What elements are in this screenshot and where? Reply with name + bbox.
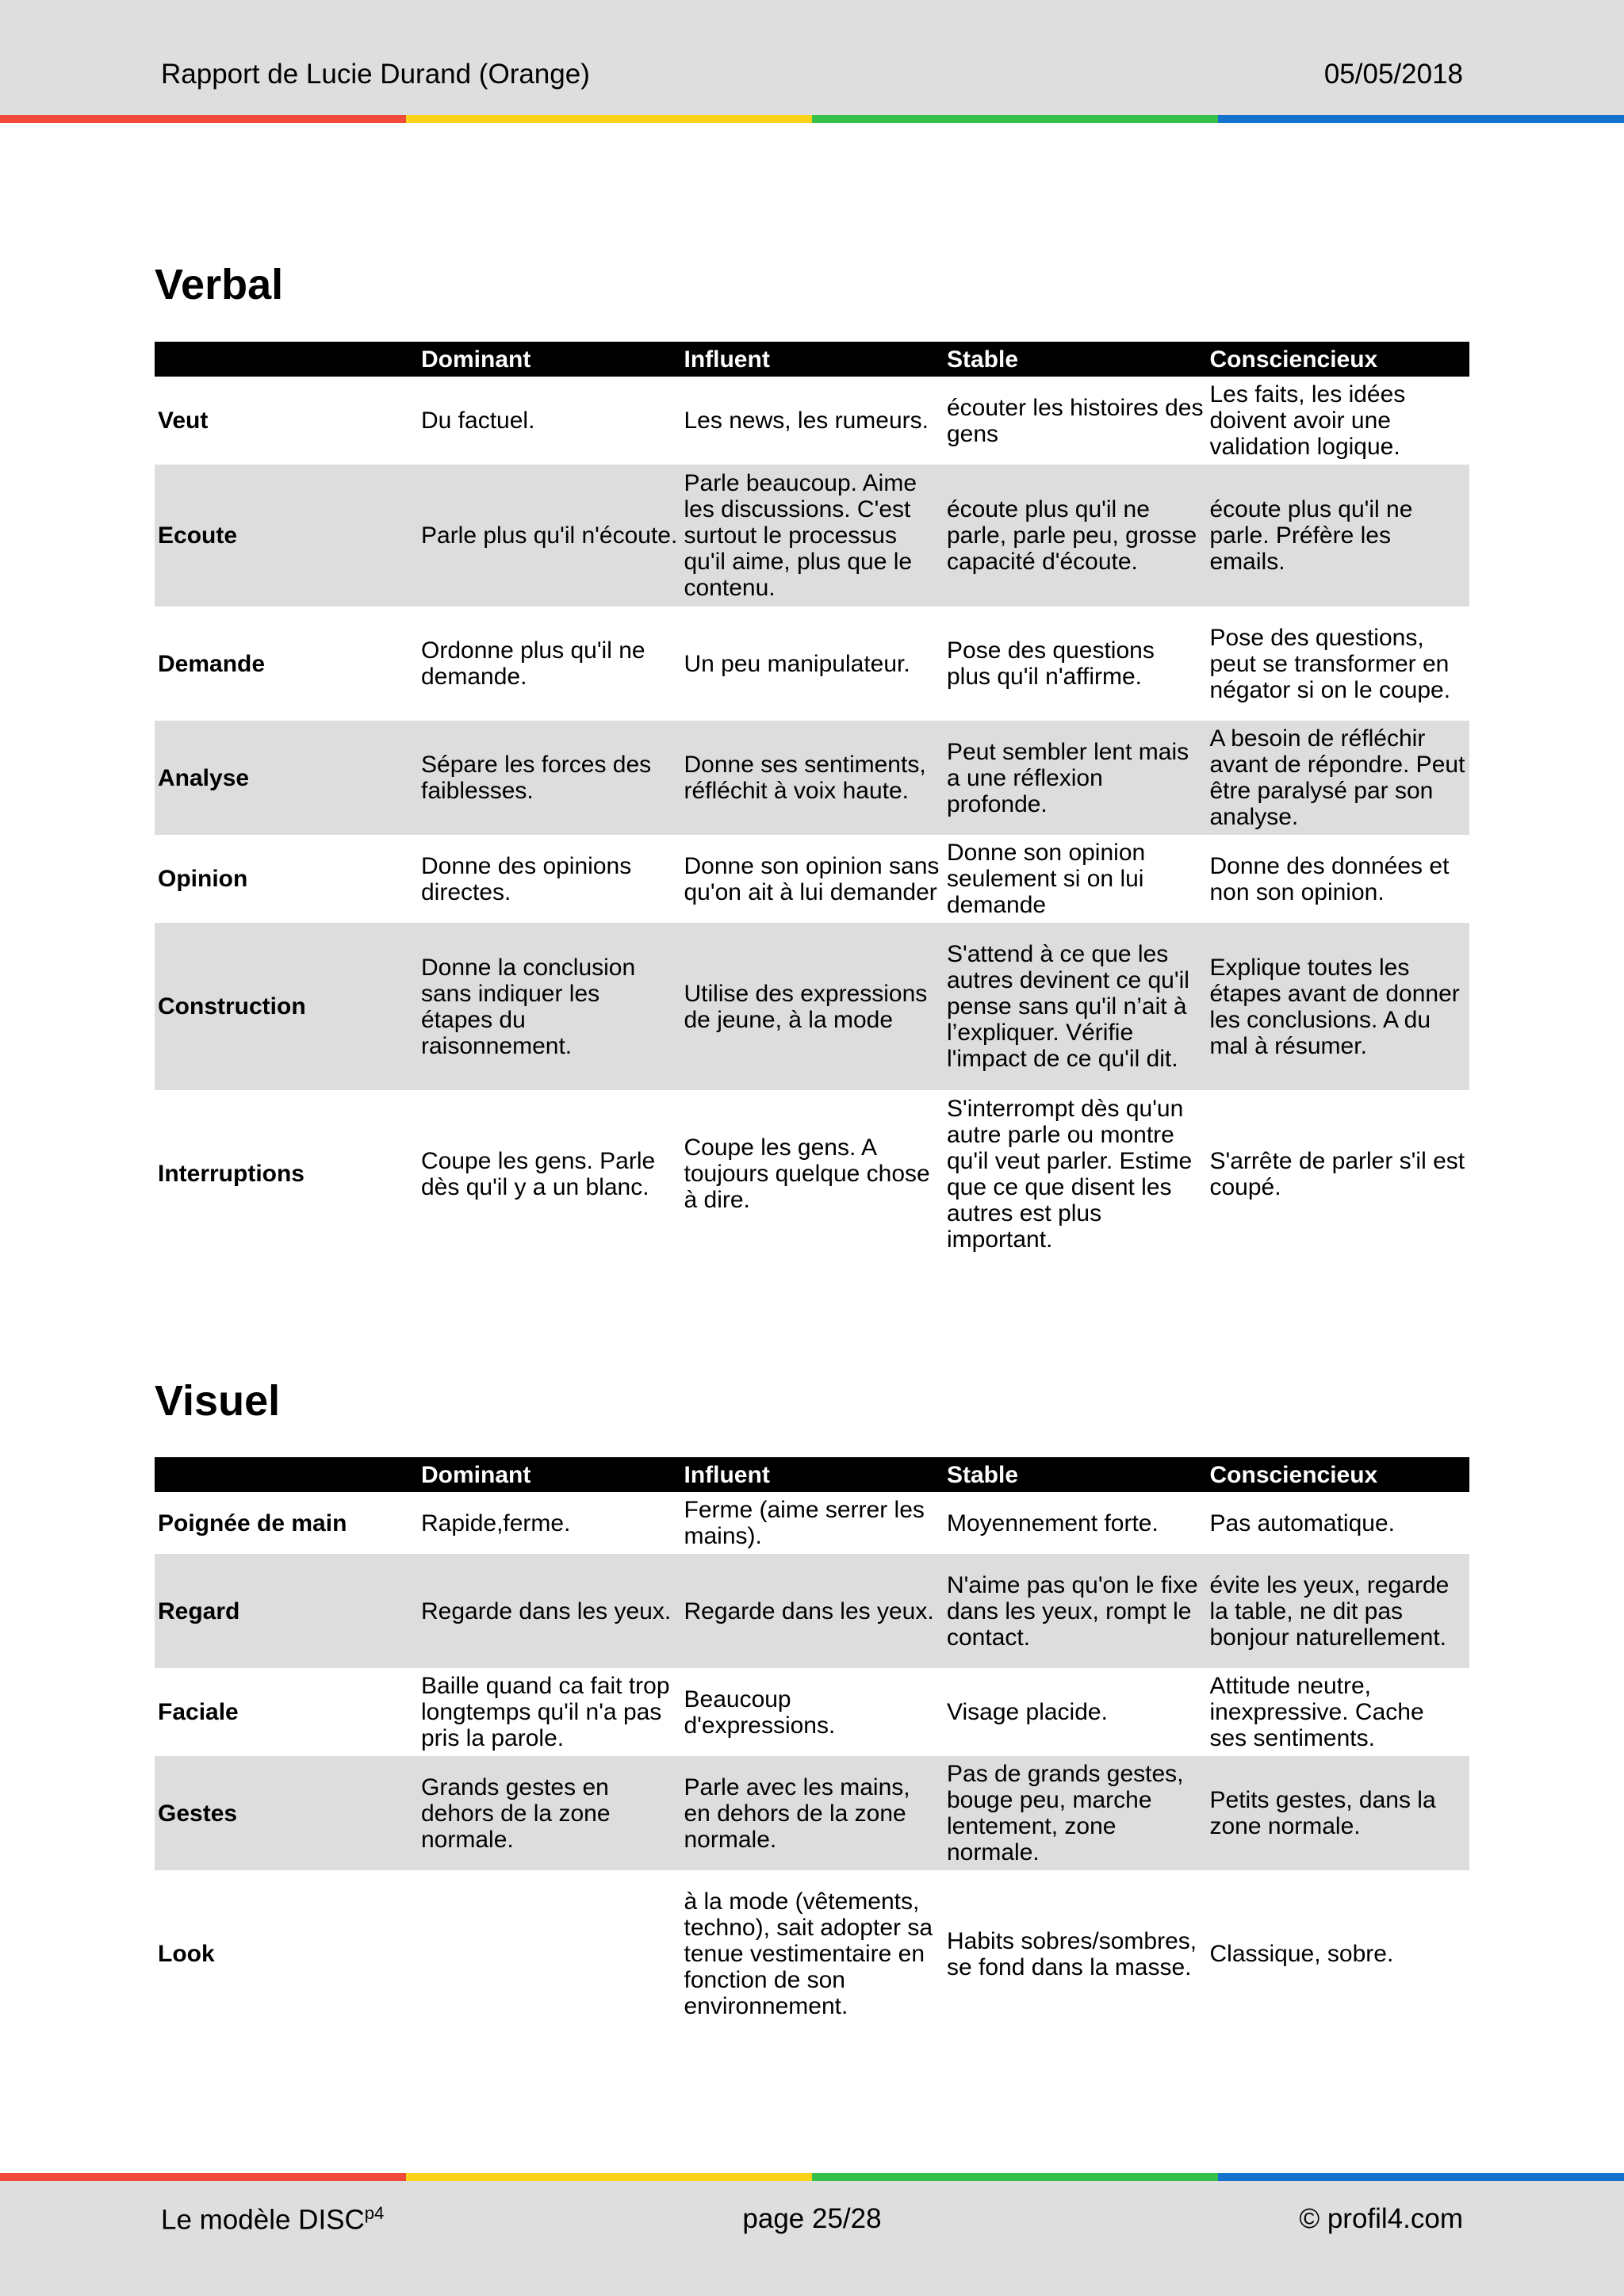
table-cell: Les news, les rumeurs. <box>684 408 929 434</box>
column-header-stable: Stable <box>944 1457 1207 1492</box>
table-cell: Explique toutes les étapes avant de donner les conclusions. A du mal à résumer. <box>1207 923 1470 1090</box>
column-header <box>155 342 418 377</box>
table-cell: Moyennement forte. <box>947 1510 1159 1536</box>
color-stripe-bottom <box>0 2173 1624 2181</box>
footer-model-superscript: p4 <box>364 2203 385 2223</box>
table-cell: Ordonne plus qu'il ne demande. <box>421 637 645 690</box>
column-header-stable: Stable <box>944 342 1207 377</box>
row-label: Look <box>158 1941 215 1967</box>
table-cell: Parle plus qu'il n'écoute. <box>418 465 681 607</box>
row-label: Regard <box>155 1554 418 1668</box>
table-cell: Coupe les gens. Parle dès qu'il y a un blanc. <box>421 1147 656 1200</box>
table-cell: S'arrête de parler s'il est coupé. <box>1209 1147 1465 1200</box>
report-title: Rapport de Lucie Durand (Orange) <box>161 59 590 90</box>
visuel-table <box>155 1457 1469 2038</box>
table-cell: Utilise des expressions de jeune, à la mode <box>681 923 944 1090</box>
table-cell: Parle beaucoup. Aime les discussions. C'est surtout le processus qu'il aime, plus que le contenu. <box>681 465 944 607</box>
row-label: Faciale <box>158 1699 239 1725</box>
table-cell: Grands gestes en dehors de la zone normale. <box>418 1756 681 1870</box>
table-row <box>155 607 1469 721</box>
table-row <box>155 1090 1469 1257</box>
table-cell: S'attend à ce que les autres devinent ce qu'il pense sans qu'il n’ait à l’expliquer. Vérifie l'impact de ce qu'il dit. <box>944 923 1207 1090</box>
table-row <box>155 1492 1469 1554</box>
row-label: Veut <box>158 408 209 434</box>
table-row <box>155 1668 1469 1756</box>
table-cell: Donne son opinion seulement si on lui demande <box>947 840 1146 918</box>
section-title-visuel: Visuel <box>155 1377 281 1425</box>
footer-copyright: © profil4.com <box>1299 2203 1463 2234</box>
table-cell: S'interrompt dès qu'un autre parle ou montre qu'il veut parler. Estime que ce que disent les autres est plus important. <box>947 1095 1193 1253</box>
column-header-consciencieux: Consciencieux <box>1207 1457 1470 1492</box>
table-cell: Rapide,ferme. <box>421 1510 571 1536</box>
row-label: Interruptions <box>158 1161 304 1187</box>
table-row <box>155 1870 1469 2038</box>
table-cell: Du factuel. <box>421 408 535 434</box>
table-cell <box>418 1870 681 2038</box>
table-cell: Donne ses sentiments, réfléchit à voix haute. <box>681 721 944 835</box>
table-cell: Donne la conclusion sans indiquer les étapes du raisonnement. <box>418 923 681 1090</box>
table-cell: A besoin de réfléchir avant de répondre. Peut être paralysé par son analyse. <box>1207 721 1470 835</box>
table-header-row <box>155 342 1469 377</box>
report-date: 05/05/2018 <box>1323 59 1463 90</box>
page-footer <box>0 2181 1624 2296</box>
table-cell: Attitude neutre, inexpressive. Cache ses sentiments. <box>1209 1673 1424 1751</box>
table-row <box>155 835 1469 923</box>
section-title-verbal: Verbal <box>155 261 284 308</box>
table-cell: Donne des données et non son opinion. <box>1209 852 1450 905</box>
table-row <box>155 923 1469 1090</box>
table-cell: Parle avec les mains, en dehors de la zone normale. <box>681 1756 944 1870</box>
verbal-table <box>155 342 1469 1257</box>
column-header-influent: Influent <box>681 1457 944 1492</box>
row-label: Poignée de main <box>158 1510 347 1536</box>
table-cell: Un peu manipulateur. <box>684 650 910 677</box>
table-row <box>155 721 1469 835</box>
table-row <box>155 1756 1469 1870</box>
table-cell: écouter les histoires des gens <box>947 394 1204 447</box>
column-header-influent: Influent <box>681 342 944 377</box>
row-label: Ecoute <box>155 465 418 607</box>
column-header-consciencieux: Consciencieux <box>1207 342 1470 377</box>
page-header <box>0 0 1624 115</box>
table-cell: écoute plus qu'il ne parle, parle peu, grosse capacité d'écoute. <box>944 465 1207 607</box>
table-cell: N'aime pas qu'on le fixe dans les yeux, rompt le contact. <box>944 1554 1207 1668</box>
table-cell: évite les yeux, regarde la table, ne dit pas bonjour naturellement. <box>1207 1554 1470 1668</box>
table-cell: Baille quand ca fait trop longtemps qu'il n'a pas pris la parole. <box>421 1673 670 1751</box>
row-label: Gestes <box>155 1756 418 1870</box>
table-cell: Beaucoup d'expressions. <box>684 1686 836 1739</box>
table-cell: Peut sembler lent mais a une réflexion profonde. <box>944 721 1207 835</box>
table-row <box>155 1554 1469 1668</box>
table-cell: Classique, sobre. <box>1209 1941 1394 1967</box>
table-cell: à la mode (vêtements, techno), sait adopter sa tenue vestimentaire en fonction de son environnement. <box>684 1888 933 2019</box>
footer-model-text: Le modèle DISC <box>161 2204 365 2236</box>
table-cell: Sépare les forces des faiblesses. <box>418 721 681 835</box>
column-header-dominant: Dominant <box>418 1457 681 1492</box>
table-cell: Habits sobres/sombres, se fond dans la masse. <box>947 1927 1197 1980</box>
table-cell: Regarde dans les yeux. <box>418 1554 681 1668</box>
table-cell: Donne des opinions directes. <box>421 852 632 905</box>
row-label: Demande <box>158 650 266 677</box>
table-cell: Regarde dans les yeux. <box>681 1554 944 1668</box>
page-number: page 25/28 <box>742 2203 882 2234</box>
table-cell: Visage placide. <box>947 1699 1108 1725</box>
row-label: Analyse <box>155 721 418 835</box>
table-cell: Coupe les gens. A toujours quelque chose à dire. <box>684 1135 930 1213</box>
table-row <box>155 465 1469 607</box>
table-cell: Ferme (aime serrer les mains). <box>684 1497 925 1549</box>
color-stripe-top <box>0 115 1624 123</box>
table-cell: écoute plus qu'il ne parle. Préfère les emails. <box>1207 465 1470 607</box>
row-label: Construction <box>155 923 418 1090</box>
table-cell: Pas automatique. <box>1209 1510 1395 1536</box>
table-cell: Les faits, les idées doivent avoir une validation logique. <box>1209 381 1406 460</box>
table-cell: Pose des questions plus qu'il n'affirme. <box>947 637 1155 690</box>
column-header <box>155 1457 418 1492</box>
table-cell: Donne son opinion sans qu'on ait à lui demander <box>684 852 940 905</box>
table-cell: Pose des questions, peut se transformer en négator si on le coupe. <box>1209 624 1451 703</box>
row-label: Opinion <box>158 866 248 892</box>
table-cell: Pas de grands gestes, bouge peu, marche lentement, zone normale. <box>944 1756 1207 1870</box>
table-cell: Petits gestes, dans la zone normale. <box>1207 1756 1470 1870</box>
table-row <box>155 377 1469 465</box>
column-header-dominant: Dominant <box>418 342 681 377</box>
table-header-row <box>155 1457 1469 1492</box>
